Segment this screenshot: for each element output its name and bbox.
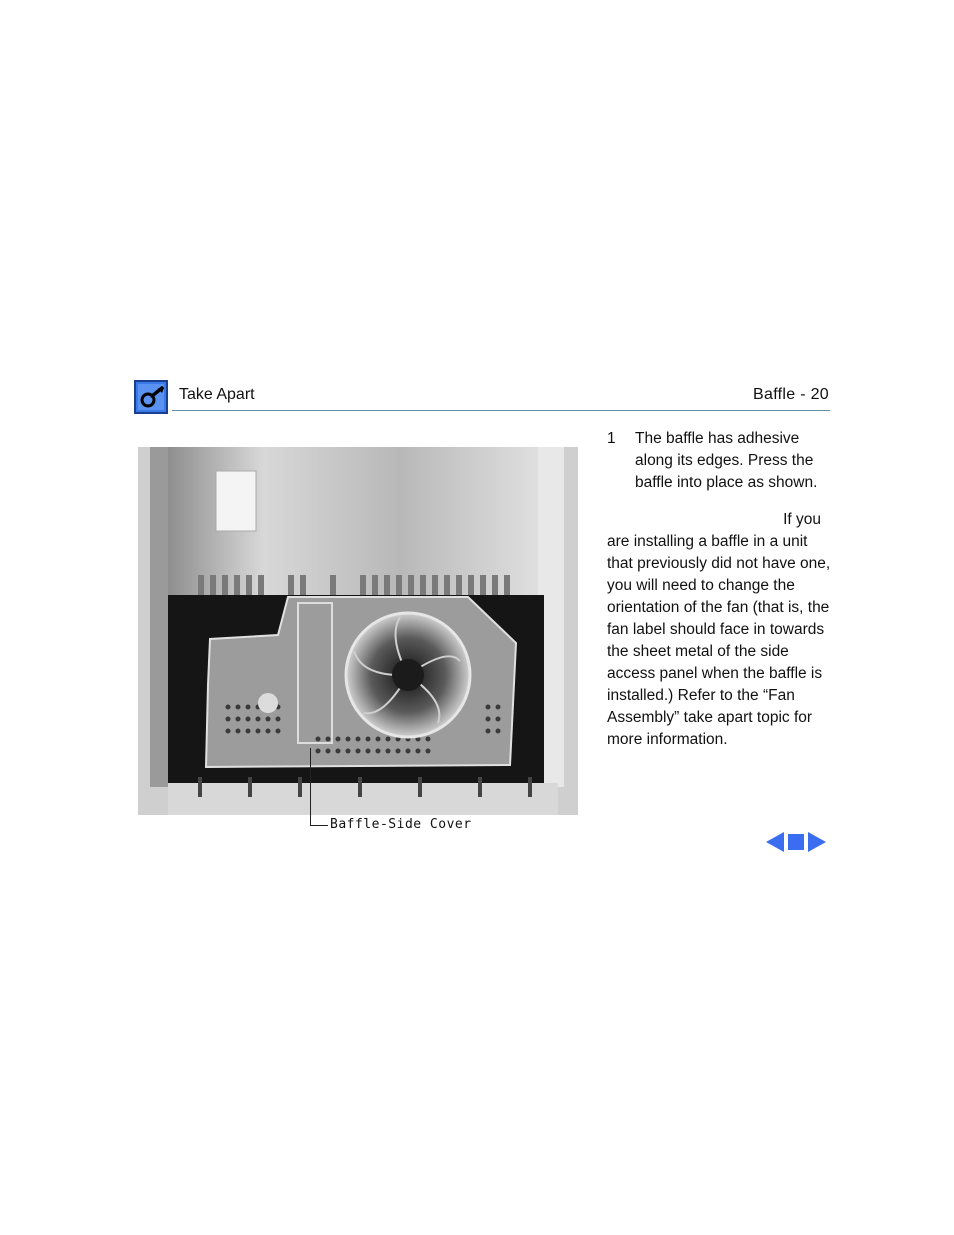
step-number: 1 (607, 430, 616, 447)
note-first-line: If you (783, 511, 821, 528)
page-navigation (765, 831, 827, 853)
step-1 (607, 428, 832, 494)
baffle-photo (138, 447, 578, 815)
callout-leader-line (310, 748, 311, 825)
note-text: are installing a baffle in a unit that previously did not have one, you will need to change the orientation of the fan (that is, the fan label should face in towards the sheet metal of the side access panel when the baffle is installed.) Refer to the “Fan Assembly” take apart topic for more information. (607, 533, 831, 748)
callout-leader-tick (310, 825, 328, 826)
square-icon[interactable] (788, 834, 804, 850)
header-rule (172, 410, 830, 411)
page-reference: Baffle - 20 (753, 386, 829, 403)
apple-service-logo-icon (134, 380, 168, 414)
section-title: Take Apart (179, 386, 255, 403)
triangle-right-icon[interactable] (807, 831, 827, 853)
installation-note (607, 509, 832, 751)
instructions (607, 428, 832, 751)
baffle-side-cover-callout: Baffle-Side Cover (330, 817, 472, 832)
step-text: The baffle has adhesive along its edges. Press the baffle into place as shown. (635, 430, 818, 491)
page-header (134, 378, 830, 414)
triangle-left-icon[interactable] (765, 831, 785, 853)
